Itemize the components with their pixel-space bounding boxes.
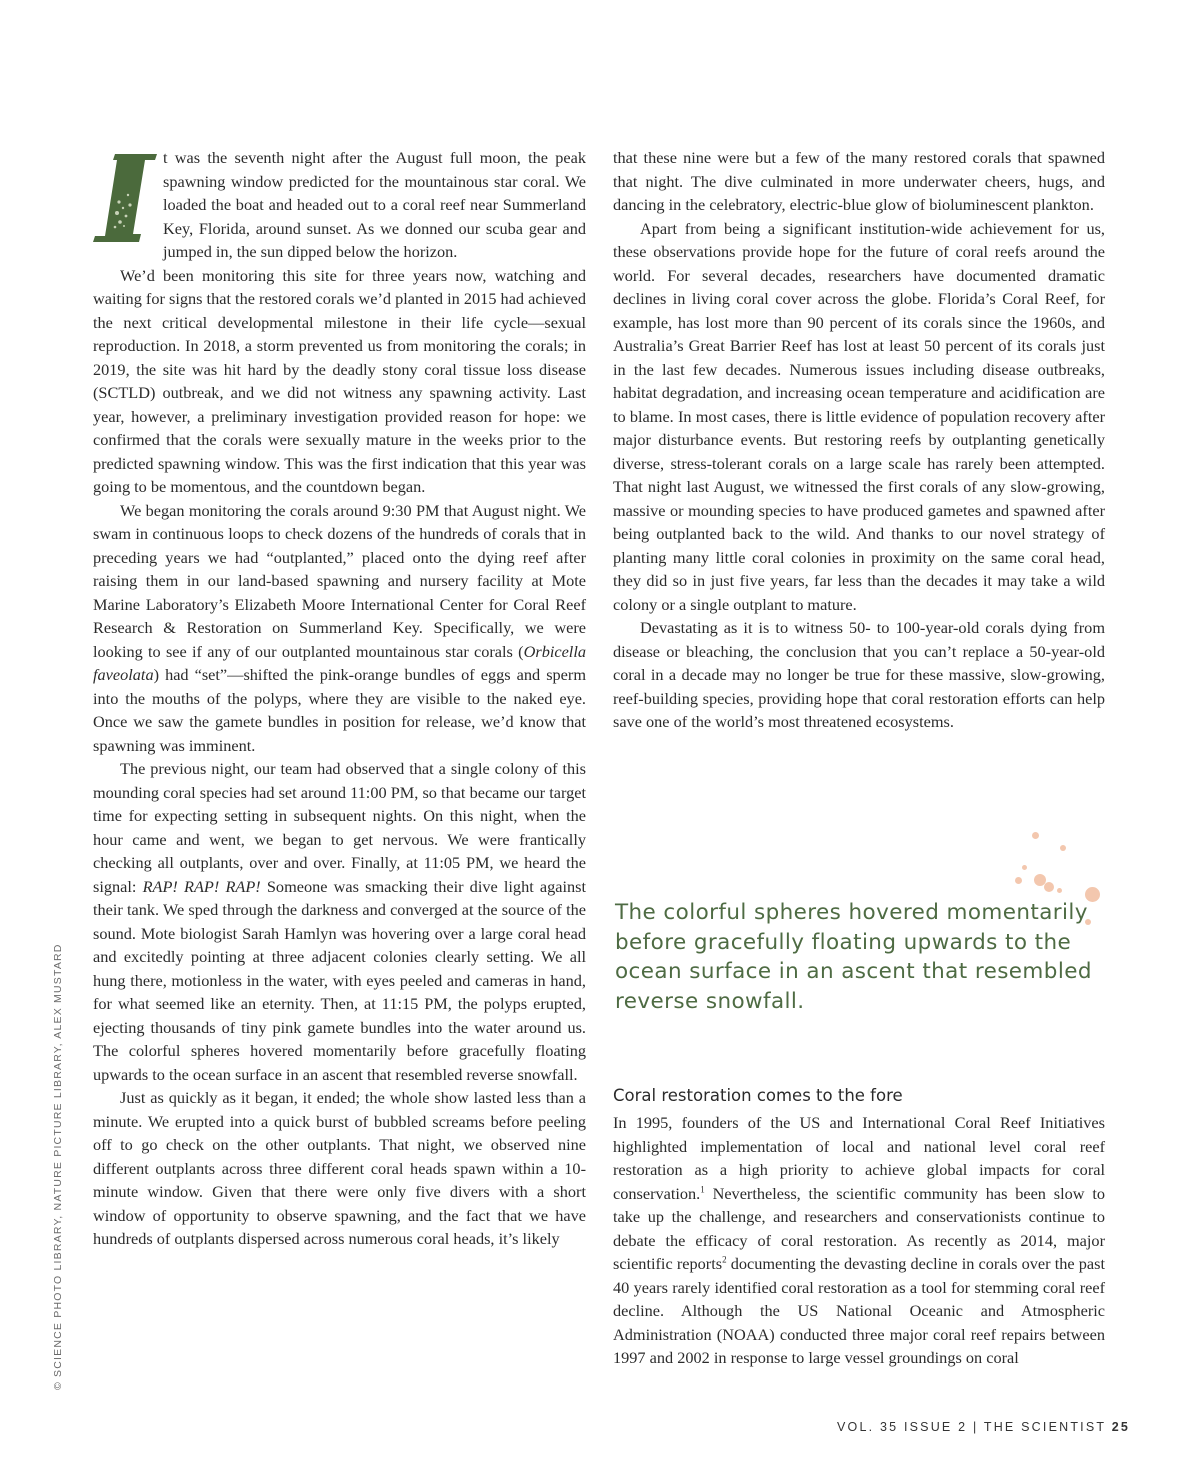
section-heading: Coral restoration comes to the fore — [613, 1086, 903, 1105]
paragraph: Apart from being a significant institution-wide achievement for us, these observations provide hope for the future of coral reefs around the world. For several decades, researchers have documented dramatic declines in living coral cover across the globe. Florida’s Coral Reef, for example, has lost more than 90 percent of its corals since the 1960s, and Australia’s Great Barrier Reef has lost at least 50 percent of its corals just in the last few decades. Numerous issues including disease outbreaks, habitat degradation, and increasing ocean temperature and acidification are to blame. In most cases, there is little evidence of population recovery after major disturbance events. But restoring reefs by outplanting genetically diverse, stress-tolerant corals on a large scale has rarely been attempted. That night last August, we witnessed the first corals of any slow-growing, massive or mounding species to have produced gametes and spawned after being outplanted back to the wild. And thanks to our novel strategy of planting many little coral colonies in proximity on the same coral head, they did so in just five years, far less than the decades it may take a wild colony or a single outplant to mature. — [613, 218, 1105, 614]
page-footer — [837, 1420, 1130, 1434]
reference-marker: 2 — [722, 1254, 727, 1265]
paragraph: that these nine were but a few of the many restored corals that spawned that night. The dive culminated in more underwater cheers, hugs, and dancing in the celebratory, electric-blue glow of bioluminescent plankton. — [613, 148, 1105, 214]
left-column — [93, 146, 586, 1251]
issue-info: VOL. 35 ISSUE 2 | THE SCIENTIST — [837, 1420, 1106, 1434]
page-number: 25 — [1111, 1420, 1130, 1434]
paragraph: Devastating as it is to witness 50- to 100-year-old corals dying from disease or bleaching, the conclusion that you can’t replace a 50-year-old coral in a decade may no longer be true for these massive, slow-growing, reef-building species, providing hope that coral restoration efforts can help save one of the world’s most threatened ecosystems. — [613, 618, 1105, 731]
right-column — [613, 146, 1105, 734]
paragraph: We began monitoring the corals around 9:30 PM that August night. We swam in continuous loops to check dozens of the hundreds of corals that in preceding years we had “outplanted,” placed onto the dying reef after raising them in our land-based spawning and nursery facility at Mote Marine Laboratory’s Elizabeth Moore International Center for Coral Reef Research & Restoration on Summerland Key. Specifically, we were looking to see if any of our outplanted mountainous star corals (Orbicella faveolata) had “set”—shifted the pink-orange bundles of eggs and sperm into the mouths of the polyps, where they are visible to the naked eye. Once we saw the gamete bundles in position for release, we’d know that spawning was imminent. — [93, 500, 586, 755]
drop-cap — [93, 150, 157, 242]
signal-text: RAP! RAP! RAP! — [142, 876, 261, 896]
paragraph: t was the seventh night after the August full moon, the peak spawning window predicted for the mountainous star coral. We loaded the boat and headed out to a coral reef near Summerland Key, Florida, around sunset. As we donned our scuba gear and jumped in, the sun dipped below the horizon. — [93, 146, 586, 264]
paragraph: We’d been monitoring this site for three years now, watching and waiting for signs that the restored corals we’d planted in 2015 had achieved the next critical developmental milestone in their life cycle—sexual reproduction. In 2018, a storm prevented us from monitoring the corals; in 2019, the site was hit hard by the deadly stony coral tissue loss disease (SCTLD) outbreak, and we did not witness any spawning activity. Last year, however, a preliminary investigation provided reason for hope: we confirmed that the corals were sexually mature in the weeks prior to the predicted spawning window. This was the first indication that this year was going to be momentous, and the countdown began. — [93, 265, 586, 496]
paragraph: The previous night, our team had observed that a single colony of this mounding coral species had set around 11:00 PM, so that became our target time for expecting setting in subsequent nights. On this night, when the hour came and went, we began to get nervous. We were frantically checking all outplants, over and over. Finally, at 11:05 PM, we heard the signal: RAP! RAP! RAP! Someone was smacking their dive light against their tank. We sped through the darkness and converged at the source of the sound. Mote biologist Sarah Hamlyn was hovering over a large coral head and excitedly pointing at three adjacent colonies clearly setting. We all hung there, motionless in the water, with eyes peeled and cameras in hand, for what seemed like an eternity. Then, at 11:15 PM, the polyps erupted, ejecting thousands of tiny pink gamete bundles into the water around us. The colorful spheres hovered momentarily before gracefully floating upwards to the ocean surface in an ascent that resembled reverse snowfall. — [93, 759, 587, 1084]
paragraph: Just as quickly as it began, it ended; the whole show lasted less than a minute. We erupted into a quick burst of bubbled screams before peeling off to go check on the other outplants. That night, we observed nine different outplants across three different coral heads spawn within a 10-minute window. Given that there were only five divers with a short window of opportunity to observe spawning, and the fact that we have hundreds of outplants dispersed across numerous coral heads, it’s likely — [93, 1088, 586, 1248]
species-name: Orbicella faveolata — [93, 641, 586, 684]
reference-marker: 1 — [700, 1184, 705, 1195]
pull-quote: The colorful spheres hovered momentarily before gracefully floating upwards to the ocean surface in an ascent that resembled reverse snowfall. — [615, 900, 1092, 1014]
section-body — [613, 1111, 1105, 1370]
paragraph: In 1995, founders of the US and International Coral Reef Initiatives highlighted implementation of local and national level coral reef restoration as a high priority to achieve global impacts for coral conservation.$^1$ Nevertheless, the scientific community has been slow to take up the challenge, and researchers and conservationists continue to debate the efficacy of coral restoration. As recently as 2014, major scientific reports$^2$ documenting the devasting decline in corals over the past 40 years rarely identified coral restoration as a tool for stemming coral reef decline. Although the US National Oceanic and Atmospheric Administration (NOAA) conducted three major coral reef repairs between 1997 and 2002 in response to large vessel groundings on coral — [613, 1113, 1105, 1367]
photo-credit: © SCIENCE PHOTO LIBRARY, NATURE PICTURE LIBRARY, ALEX MUSTARD — [52, 943, 64, 1390]
